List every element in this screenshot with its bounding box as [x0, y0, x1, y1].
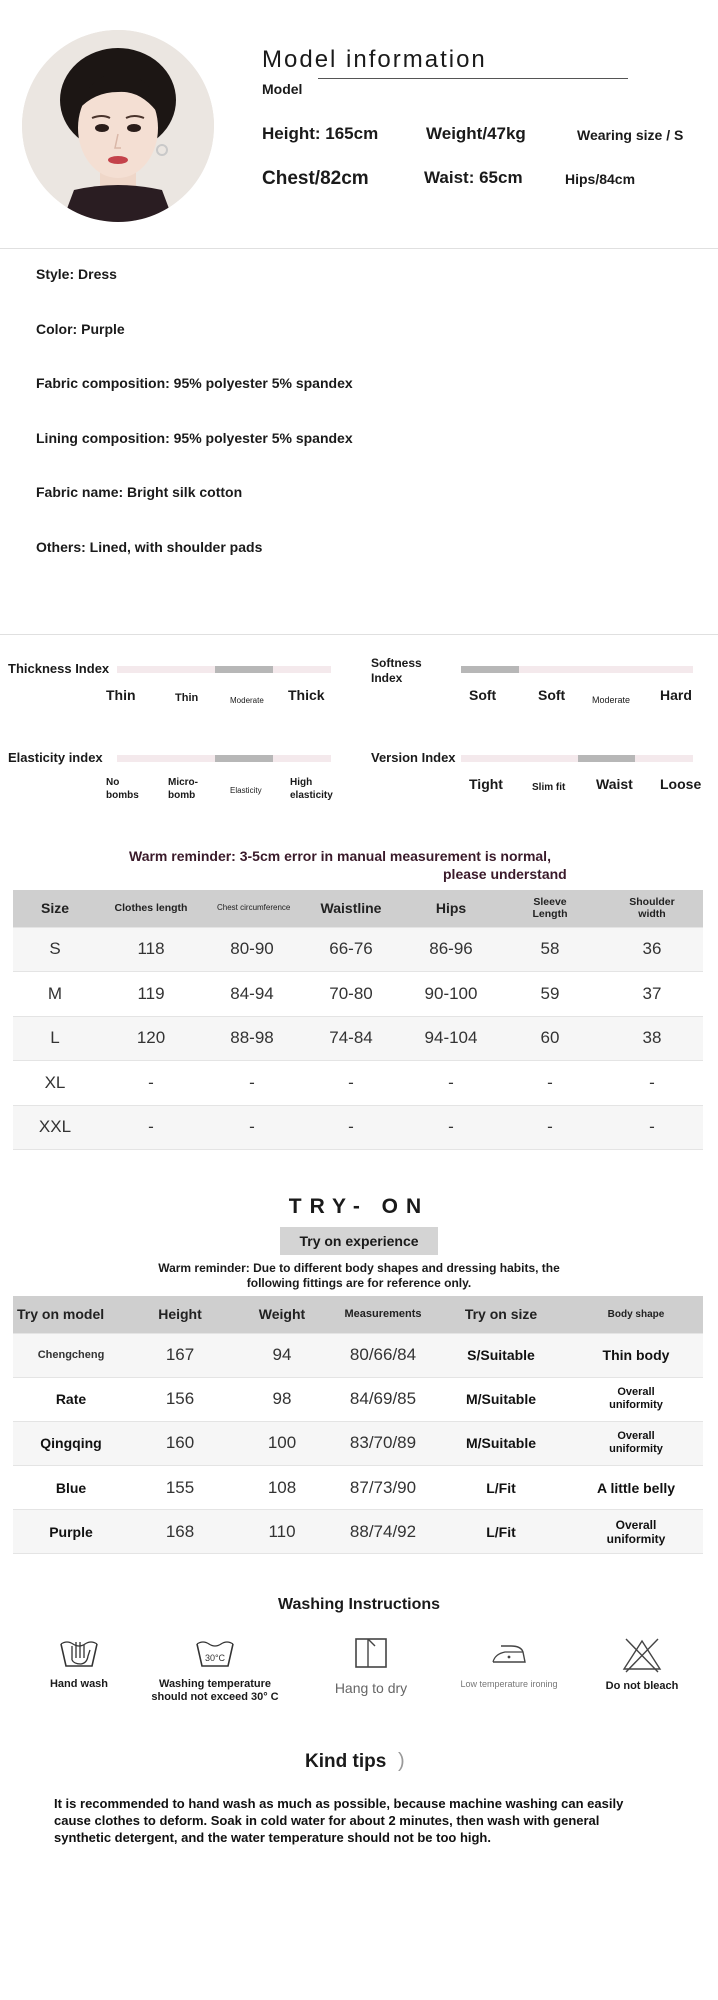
tryon-cell: Chengcheng	[13, 1333, 129, 1377]
attr-style: Style: Dress	[36, 266, 117, 282]
wash-label: Hang to dry	[334, 1680, 408, 1696]
thickness-option: Moderate	[230, 696, 264, 705]
wash-label: Washing temperature should not exceed 30° C	[151, 1678, 279, 1703]
size-cell: -	[299, 1061, 403, 1106]
attr-lining: Lining composition: 95% polyester 5% spandex	[36, 430, 353, 446]
size-header: Shoulder width	[601, 890, 703, 927]
tryon-header: Try on size	[433, 1296, 569, 1333]
thickness-option: Thin	[106, 687, 136, 703]
size-cell: 70-80	[299, 972, 403, 1017]
size-cell: 36	[601, 927, 703, 972]
tryon-cell: 88/74/92	[333, 1510, 433, 1554]
thickness-option: Thin	[175, 692, 199, 704]
size-cell: 88-98	[205, 1016, 299, 1061]
size-header: Size	[13, 890, 97, 927]
tryon-cell: M/Suitable	[433, 1421, 569, 1465]
attr-fabric: Fabric composition: 95% polyester 5% spandex	[36, 375, 353, 391]
tryon-cell: Overall uniformity	[569, 1421, 703, 1465]
tryon-cell: S/Suitable	[433, 1333, 569, 1377]
low-iron-icon	[449, 1636, 569, 1670]
tryon-cell: A little belly	[569, 1466, 703, 1510]
tryon-cell: Thin body	[569, 1333, 703, 1377]
size-cell: -	[299, 1105, 403, 1150]
size-cell: 37	[601, 972, 703, 1017]
wash-item-hand	[19, 1636, 139, 1690]
tryon-cell: Overall uniformity	[569, 1510, 703, 1554]
tryon-cell: 83/70/89	[333, 1421, 433, 1465]
version-index-bar	[461, 755, 693, 762]
wash-label: Do not bleach	[605, 1680, 679, 1692]
tryon-table-row	[13, 1333, 703, 1377]
tryon-reminder-line2: following fittings are for reference only.	[246, 1276, 472, 1290]
tryon-cell: Overall uniformity	[569, 1377, 703, 1421]
size-cell: 58	[499, 927, 601, 972]
thickness-index-marker	[215, 666, 273, 673]
size-cell: -	[601, 1105, 703, 1150]
size-reminder-line2: please understand	[443, 866, 567, 882]
size-cell: -	[97, 1061, 205, 1106]
model-avatar	[22, 30, 214, 222]
wash-label: Hand wash	[49, 1678, 109, 1690]
softness-option: Soft	[538, 687, 566, 703]
wash-item-hang	[311, 1636, 431, 1694]
tryon-cell: 94	[231, 1333, 333, 1377]
softness-index-marker	[461, 666, 519, 673]
size-header: Hips	[403, 890, 499, 927]
size-cell: -	[499, 1061, 601, 1106]
size-cell: 94-104	[403, 1016, 499, 1061]
elasticity-index-title: Elasticity index	[8, 750, 103, 765]
attr-color: Color: Purple	[36, 321, 125, 337]
tryon-header: Try on model	[13, 1296, 129, 1333]
size-cell: -	[403, 1105, 499, 1150]
tryon-cell: Qingqing	[13, 1421, 129, 1465]
tryon-badge: Try on experience	[280, 1227, 438, 1255]
tryon-cell: Rate	[13, 1377, 129, 1421]
tryon-cell: Blue	[13, 1466, 129, 1510]
size-cell: -	[97, 1105, 205, 1150]
tryon-cell: 84/69/85	[333, 1377, 433, 1421]
size-cell: L	[13, 1016, 97, 1061]
size-table-header	[13, 890, 703, 927]
tryon-cell: 108	[231, 1466, 333, 1510]
tryon-header: Weight	[231, 1296, 333, 1333]
washing-title: Washing Instructions	[277, 1596, 441, 1613]
wash-30-icon-text: 30°C	[204, 1653, 226, 1663]
tryon-table-row	[13, 1510, 703, 1554]
size-cell: 90-100	[403, 972, 499, 1017]
size-cell: M	[13, 972, 97, 1017]
size-cell: 120	[97, 1016, 205, 1061]
softness-option: Hard	[660, 687, 692, 703]
size-cell: 119	[97, 972, 205, 1017]
thickness-option: Thick	[288, 687, 325, 703]
model-waist: Waist: 65cm	[424, 168, 523, 187]
size-cell: 74-84	[299, 1016, 403, 1061]
version-index-title: Version Index	[371, 750, 456, 765]
tryon-cell: M/Suitable	[433, 1377, 569, 1421]
size-table-row	[13, 1061, 703, 1106]
version-option: Tight	[469, 776, 503, 792]
model-chest: Chest/82cm	[262, 168, 369, 189]
size-cell: 86-96	[403, 927, 499, 972]
elasticity-option: Micro-bomb	[168, 777, 198, 801]
tryon-cell: L/Fit	[433, 1466, 569, 1510]
size-cell: -	[205, 1105, 299, 1150]
tryon-title: TRY- ON	[288, 1195, 430, 1218]
tryon-cell: 156	[129, 1377, 231, 1421]
size-cell: -	[499, 1105, 601, 1150]
kind-tips-body: It is recommended to hand wash as much as possible, because machine washing can easily cause clothes to deform. Soak in cold water for about 2 minutes, then wash with general synthetic detergent, and the water temperature should not be too high.	[54, 1796, 624, 1845]
model-info-subtitle: Model	[262, 81, 303, 97]
tryon-cell: 155	[129, 1466, 231, 1510]
size-table-row	[13, 927, 703, 972]
wash-label: Low temperature ironing	[460, 1679, 558, 1689]
tryon-table-row	[13, 1466, 703, 1510]
size-table	[13, 890, 703, 1150]
size-header: Chest circumference	[205, 890, 299, 927]
version-option: Loose	[660, 776, 702, 792]
size-cell: 80-90	[205, 927, 299, 972]
hang-dry-icon	[311, 1636, 431, 1670]
size-cell: 66-76	[299, 927, 403, 972]
size-header: Clothes length	[97, 890, 205, 927]
wash-item-temp	[140, 1636, 290, 1704]
size-cell: 84-94	[205, 972, 299, 1017]
size-cell: 59	[499, 972, 601, 1017]
tryon-cell: 110	[231, 1510, 333, 1554]
size-cell: -	[601, 1061, 703, 1106]
size-cell: XXL	[13, 1105, 97, 1150]
tryon-table	[13, 1296, 703, 1554]
model-hips: Hips/84cm	[565, 171, 636, 187]
tryon-cell: 80/66/84	[333, 1333, 433, 1377]
attr-fabric-name: Fabric name: Bright silk cotton	[36, 484, 243, 500]
elasticity-index-marker	[215, 755, 273, 762]
size-table-row	[13, 1105, 703, 1150]
size-cell: -	[205, 1061, 299, 1106]
tryon-table-row	[13, 1421, 703, 1465]
wash-30-icon	[140, 1636, 290, 1670]
tryon-table-header	[13, 1296, 703, 1333]
version-option: Slim fit	[532, 782, 566, 793]
elasticity-option: High elasticity	[290, 777, 333, 801]
version-option: Waist	[596, 776, 633, 792]
size-table-row	[13, 1016, 703, 1061]
softness-option: Soft	[469, 687, 497, 703]
softness-option: Moderate	[592, 695, 631, 705]
size-header: Waistline	[299, 890, 403, 927]
divider	[0, 248, 718, 249]
title-underline	[318, 78, 628, 79]
thickness-index-title: Thickness Index	[8, 661, 110, 676]
size-cell: 118	[97, 927, 205, 972]
tryon-cell: 168	[129, 1510, 231, 1554]
elasticity-option: Elasticity	[230, 786, 262, 795]
model-wearing-size: Wearing size / S	[577, 127, 684, 143]
divider	[0, 634, 718, 635]
size-cell: 38	[601, 1016, 703, 1061]
tryon-cell: L/Fit	[433, 1510, 569, 1554]
size-table-row	[13, 972, 703, 1017]
model-height: Height: 165cm	[262, 124, 379, 143]
no-bleach-icon	[582, 1636, 702, 1674]
size-cell: S	[13, 927, 97, 972]
tryon-header: Measurements	[333, 1296, 433, 1333]
kind-tips-title: Kind tips	[305, 1751, 387, 1772]
softness-index-title: Softness Index	[371, 656, 422, 685]
wash-item-bleach	[582, 1636, 702, 1692]
size-cell: 60	[499, 1016, 601, 1061]
tryon-cell: 160	[129, 1421, 231, 1465]
size-cell: XL	[13, 1061, 97, 1106]
version-index-marker	[578, 755, 635, 762]
tryon-reminder-line1: Warm reminder: Due to different body shapes and dressing habits, the	[158, 1261, 560, 1275]
tryon-cell: 87/73/90	[333, 1466, 433, 1510]
tryon-header: Height	[129, 1296, 231, 1333]
wash-item-iron	[449, 1636, 569, 1690]
tryon-cell: 167	[129, 1333, 231, 1377]
size-reminder-line1: Warm reminder: 3-5cm error in manual measurement is normal,	[129, 848, 551, 864]
model-weight: Weight/47kg	[426, 124, 526, 143]
tryon-cell: 100	[231, 1421, 333, 1465]
attr-others: Others: Lined, with shoulder pads	[36, 539, 263, 555]
size-header: Sleeve Length	[499, 890, 601, 927]
tryon-table-row	[13, 1377, 703, 1421]
tryon-header: Body shape	[569, 1296, 703, 1333]
kind-tips-bracket-icon: )	[398, 1750, 405, 1772]
tryon-cell: 98	[231, 1377, 333, 1421]
model-info-title: Model information	[262, 46, 487, 73]
hand-wash-icon	[19, 1636, 139, 1670]
tryon-cell: Purple	[13, 1510, 129, 1554]
size-cell: -	[403, 1061, 499, 1106]
elasticity-option: No bombs	[106, 777, 139, 801]
